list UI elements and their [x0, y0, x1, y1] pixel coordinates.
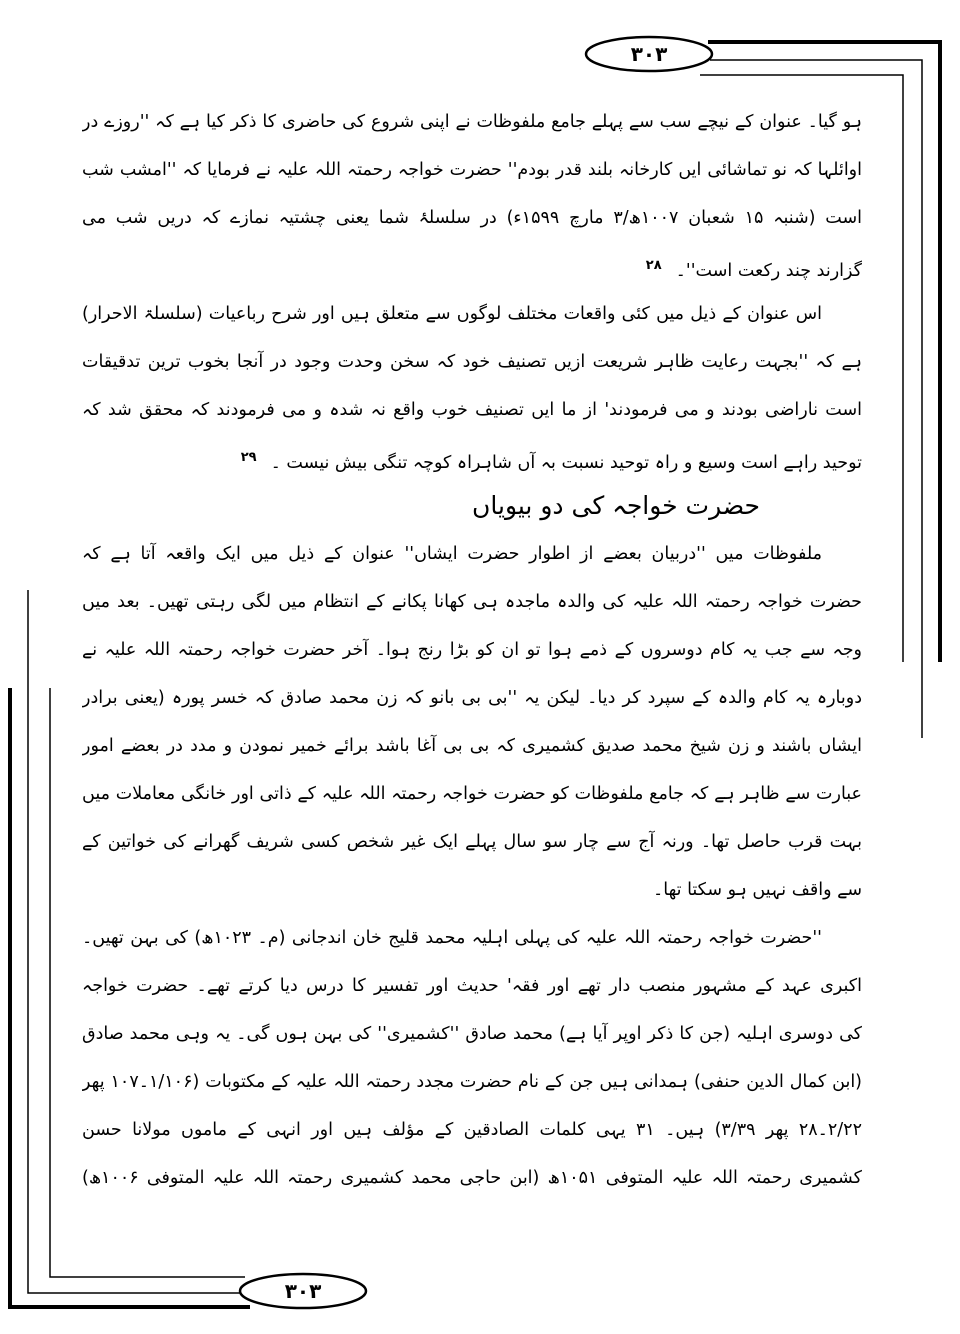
text-line: دوبارہ یہ کام والدہ کے سپرد کر دیا۔ لیکن یہ ''بی بی بانو کہ زن محمد صادق کہ خسر پورہ (یعنی برادر — [82, 688, 862, 708]
text-line: اکبری عہد کے مشہور منصب دار تھے اور فقہ' حدیث اور تفسیر کا درس دیا کرتے تھے۔ حضرت خواجہ — [82, 976, 862, 996]
text-line — [82, 438, 862, 478]
footnote-ref: ۲۹ — [240, 450, 257, 465]
text-line: وجہ سے جب یہ کام دوسروں کے ذمے ہوا تو ان کو بڑا رنج ہوا۔ آخر حضرت خواجہ رحمتہ اللہ علیہ نے — [82, 640, 862, 660]
text-line: اس عنوان کے ذیل میں کئی واقعات مختلف لوگوں سے متعلق ہیں اور شرح رباعیات (سلسلۃ الاحرار) — [82, 304, 822, 324]
text-line: ''حضرت خواجہ رحمتہ اللہ علیہ کی پہلی اہلیہ محمد قلیج خان اندجانی (م۔ ۱۰۲۳ھ) کی بہن تھیں۔ — [82, 928, 822, 948]
text-line: (ابن کمال الدین حنفی) ہمدانی ہیں جن کے نام حضرت مجدد رحمتہ اللہ علیہ کے مکتوبات (۱/۱۰۶۔۱۰۷ پھر — [82, 1072, 862, 1092]
text-line: است ناراضی بودند و می فرمودند' از ما ایں تصنیف خوب واقع نہ شدہ و می فرمودند کہ محقق شد کہ — [82, 400, 862, 420]
text-line: کی دوسری اہلیہ (جن کا ذکر اوپر آیا ہے) محمد صادق ''کشمیری'' کی بہن ہوں گی۔ یہ وہی محمد صادق — [82, 1024, 862, 1044]
text-line — [82, 246, 862, 286]
text-line: است (شنبہ ۱۵ شعبان ۱۰۰۷ھ/۳ مارچ ۱۵۹۹ء) در سلسلۂ شما یعنی چشتیہ نمازے کہ دریں شب می — [82, 208, 862, 228]
text-line: سے واقف نہیں ہو سکتا تھا۔ — [652, 880, 862, 900]
line-text: توحید راہے است وسیع و راہ توحید نسبت بہ آں شاہراہ کوچہ تنگی بیش نیست ۔ — [270, 452, 862, 473]
page-number-bottom: ۳۰۳ — [284, 1279, 322, 1303]
text-line: ایشاں باشند و زن شیخ محمد صدیق کشمیری کہ بی بی آغا باشد برائے خمیر نمودن و مدد در بعضے امور — [82, 736, 862, 756]
text-line: ہو گیا۔ عنوان کے نیچے سب سے پہلے جامع ملفوظات نے اپنی شروع کی حاضری کا ذکر کیا ہے کہ ''روزے در — [82, 112, 862, 132]
text-line: ۲/۲۲۔۲۸ پھر ۳/۳۹) ہیں۔ ۳۱ یہی کلمات الصادقین کے مؤلف ہیں اور انہی کے ماموں مولانا حسن — [82, 1120, 862, 1140]
text-line: ہے کہ ''بجہت رعایت ظاہر شریعت ازیں تصنیف خود کہ سخن وحدت وجود در آنجا بخوب ترین تدقیقات — [82, 352, 862, 372]
line-text: گزارند چند رکعت است''۔ — [675, 260, 862, 281]
text-line: حضرت خواجہ رحمتہ اللہ علیہ کی والدہ ماجدہ ہی کھانا پکانے کے انتظام میں لگی رہتی تھیں۔ بعد میں — [82, 592, 862, 612]
text-line: ملفوظات میں ''دربیان بعضے از اطوار حضرت ایشاں'' عنوان کے ذیل میں ایک واقعہ آتا ہے کہ — [82, 544, 822, 564]
text-line: اوائلہا کہ نو تماشائی ایں کارخانہ بلند قدر بودم'' حضرت خواجہ رحمتہ اللہ علیہ نے فرمایا کہ ''امشب شب — [82, 160, 862, 180]
footnote-ref: ۲۸ — [645, 258, 662, 273]
text-line: کشمیری رحمتہ اللہ علیہ المتوفی ۱۰۵۱ھ (ابن حاجی محمد کشمیری رحمتہ اللہ علیہ المتوفی ۱۰۰۶ھ) — [82, 1168, 862, 1188]
page-number-top: ۳۰۳ — [630, 42, 668, 66]
section-heading: حضرت خواجہ کی دو بیویاں — [472, 491, 760, 520]
text-line: بہت قرب حاصل تھا۔ ورنہ آج سے چار سو سال پہلے ایک غیر شخص کسی شریف گھرانے کی خواتین کے — [82, 832, 862, 852]
text-line: عبارت سے ظاہر ہے کہ جامع ملفوظات کو حضرت خواجہ رحمتہ اللہ علیہ کے ذاتی اور خانگی معاملات میں — [82, 784, 862, 804]
